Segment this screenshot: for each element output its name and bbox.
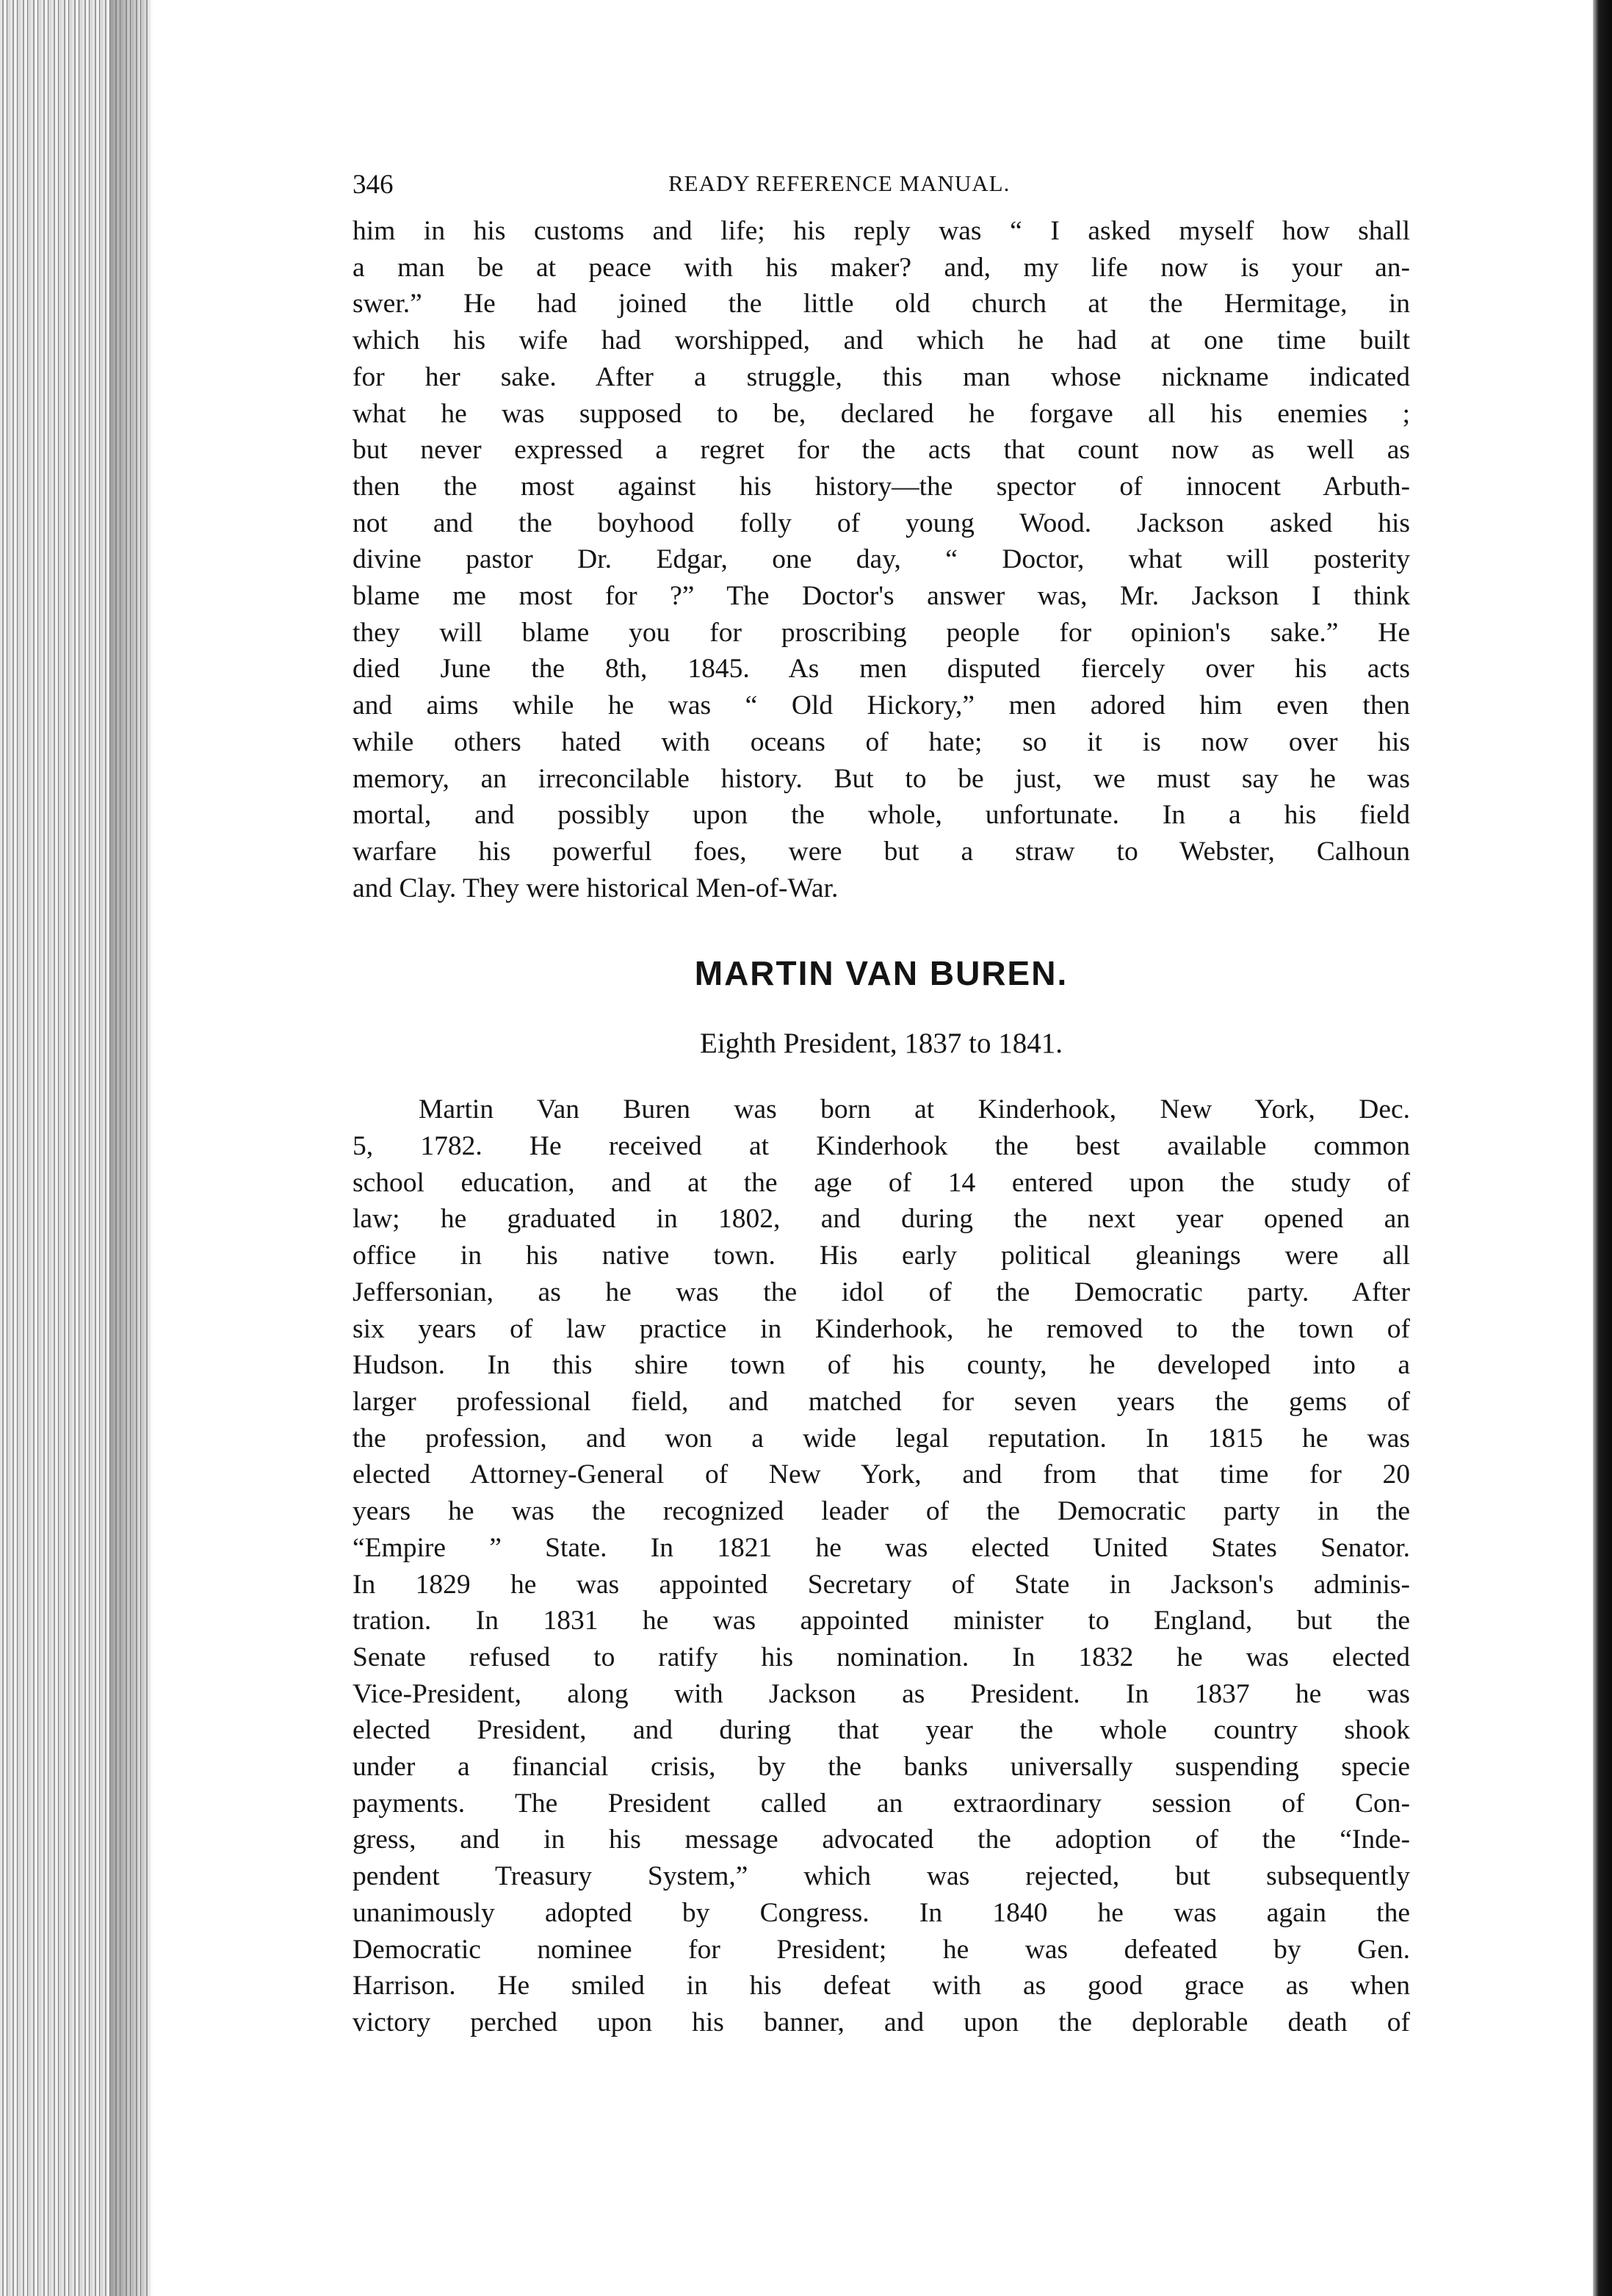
text-line: larger professional field, and matched for seven years the gems of [353,1386,1410,1417]
text-line: Jeffersonian, as he was the idol of the Democratic party. After [353,1277,1410,1307]
text-line: blame me most for ?” The Doctor's answer was, Mr. Jackson I think [353,581,1410,612]
text-line: warfare his powerful foes, were but a straw to Webster, Calhoun [353,836,1410,867]
book-page [353,169,1410,2041]
text-line: but never expressed a regret for the acts that count now as well as [353,435,1410,466]
text-line: and Clay. They were historical Men-of-War. [353,873,839,903]
text-line: him in his customs and life; his reply was “ I asked myself how shall [353,216,1410,246]
text-line: what he was supposed to be, declared he forgave all his enemies ; [353,398,1410,429]
biography-paragraph [353,1091,1410,2040]
text-line: then the most against his history—the spector of innocent Arbuth- [353,471,1410,502]
text-line: they will blame you for proscribing people for opinion's sake.” He [353,617,1410,648]
text-line: unanimously adopted by Congress. In 1840 he was again the [353,1897,1410,1928]
text-line: 5, 1782. He received at Kinderhook the best available common [353,1131,1410,1162]
text-line: under a financial crisis, by the banks universally suspending specie [353,1752,1410,1783]
text-line: swer.” He had joined the little old church at the Hermitage, in [353,289,1410,320]
text-line: died June the 8th, 1845. As men disputed fiercely over his acts [353,654,1410,685]
text-line: pendent Treasury System,” which was rejected, but subsequently [353,1861,1410,1892]
text-line: elected Attorney-General of New York, and from that time for 20 [353,1459,1410,1490]
text-line: mortal, and possibly upon the whole, unfortunate. In a his field [353,800,1410,831]
text-line: years he was the recognized leader of the Democratic party in the [353,1496,1410,1527]
text-line: school education, and at the age of 14 entered upon the study of [353,1167,1410,1198]
text-line: divine pastor Dr. Edgar, one day, “ Doctor, what will posterity [353,544,1410,575]
text-line: Vice-President, along with Jackson as President. In 1837 he was [353,1678,1410,1709]
gutter-shadow [110,0,154,2296]
section-subtitle: Eighth President, 1837 to 1841. [700,1028,1063,1060]
text-line: Hudson. In this shire town of his county, he developed into a [353,1350,1410,1381]
text-line: a man be at peace with his maker? and, my life now is your an- [353,252,1410,283]
text-line: which his wife had worshipped, and which he had at one time built [353,325,1410,356]
text-line: tration. In 1831 he was appointed minister to England, but the [353,1606,1410,1636]
text-line: while others hated with oceans of hate; so it is now over his [353,726,1410,757]
text-line: office in his native town. His early political gleanings were all [353,1241,1410,1271]
text-line: gress, and in his message advocated the adoption of the “Inde- [353,1824,1410,1855]
text-line: victory perched upon his banner, and upon the deplorable death of [353,2007,1410,2037]
text-line: Senate refused to ratify his nomination. In 1832 he was elected [353,1642,1410,1672]
intro-paragraph [353,213,1410,906]
text-line: Democratic nominee for President; he was defeated by Gen. [353,1934,1410,1965]
text-line: Martin Van Buren was born at Kinderhook, New York, Dec. [419,1094,1410,1125]
running-title: READY REFERENCE MANUAL. [668,170,1011,196]
text-line: elected President, and during that year the whole country shook [353,1715,1410,1746]
text-line: and aims while he was “ Old Hickory,” men adored him even then [353,690,1410,721]
text-line: Harrison. He smiled in his defeat with as good grace as when [353,1971,1410,2001]
text-line: In 1829 he was appointed Secretary of State in Jackson's adminis- [353,1569,1410,1600]
text-line: “Empire ” State. In 1821 he was elected United States Senator. [353,1532,1410,1563]
section-title: MARTIN VAN BUREN. [694,954,1069,993]
text-line: payments. The President called an extraordinary session of Con- [353,1788,1410,1819]
text-line: law; he graduated in 1802, and during the next year opened an [353,1204,1410,1235]
text-line: memory, an irreconcilable history. But to be just, we must say he was [353,763,1410,794]
text-line: the profession, and won a wide legal reputation. In 1815 he was [353,1423,1410,1454]
text-line: six years of law practice in Kinderhook, he removed to the town of [353,1313,1410,1344]
text-line: for her sake. After a struggle, this man whose nickname indicated [353,361,1410,392]
page-number: 346 [353,170,394,200]
text-line: not and the boyhood folly of young Wood. Jackson asked his [353,508,1410,538]
running-head [353,169,1410,213]
page-right-edge [1593,0,1612,2296]
